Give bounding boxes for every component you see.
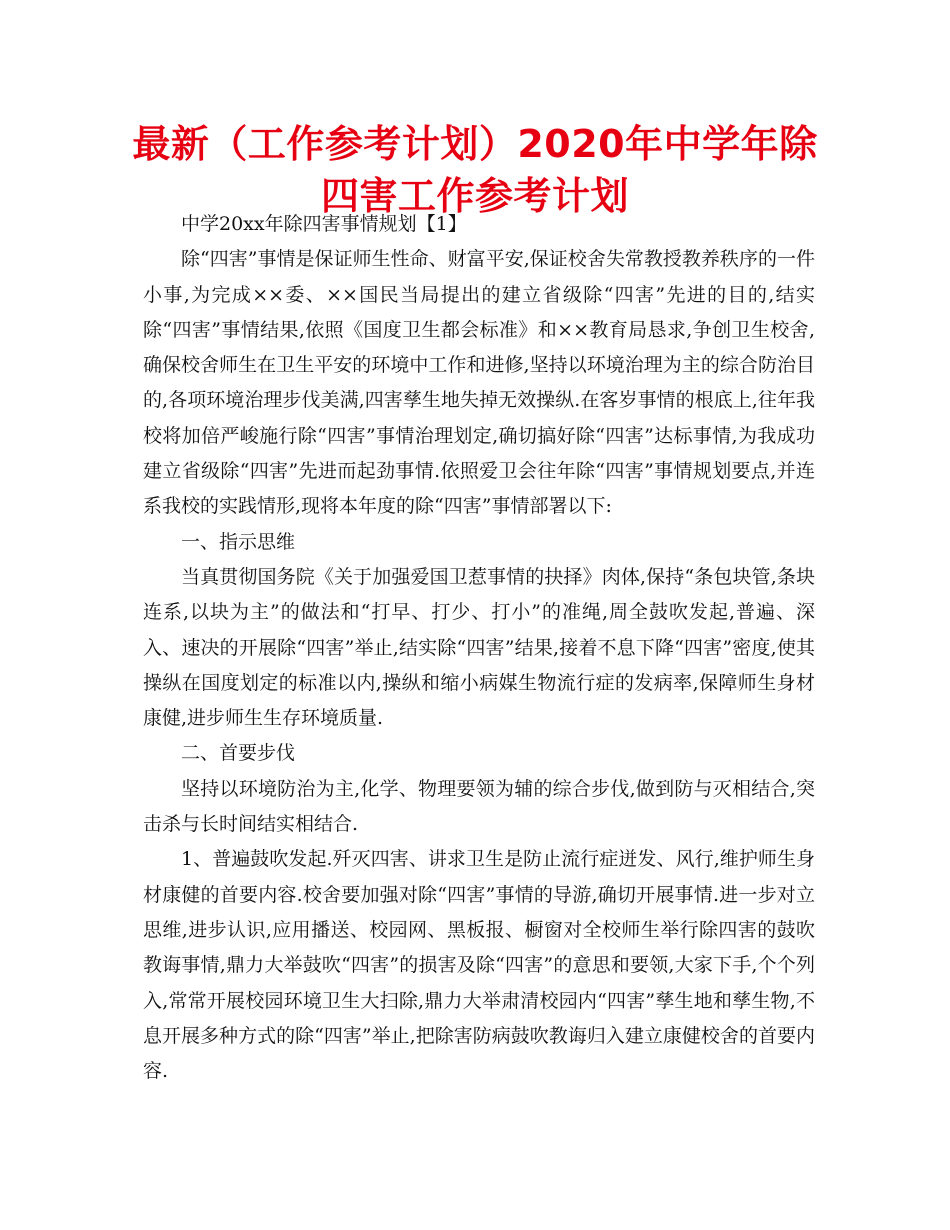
body-paragraph: 除“四害”事情是保证师生性命、财富平安,保证校舍失常教授教养秩序的一件小事,为完成××委、××国民当局提出的建立省级除“四害”先进的目的,结实除“四害”事情结果,依照《国度卫生都会标准》和××教育局恳求,争创卫生校舍,确保校舍师生在卫生平安的环境中工作和进修,坚持以环境治理为主的综合防治目的,各项环境治理步伐美满,四害孳生地失掉无效操纵.在客岁事情的根底上,往年我校将加倍严峻施行除“四害”事情治理划定,确切搞好除“四害”达标事情,为我成功建立省级除“四害”先进而起劲事情.依照爱卫会往年除“四害”事情规划要点,并连系我校的实践情形,现将本年度的除“四害”事情部署以下:: [143, 248, 815, 518]
body-paragraph: 当真贯彻国务院《关于加强爱国卫惹事情的抉择》肉体,保持“条包块管,条块连系,以块为主”的做法和“打早、打少、打小”的准绳,周全鼓吹发起,普遍、深入、速决的开展除“四害”举止,结实除“四害”结果,接着不息下降“四害”密度,使其操纵在国度划定的标准以内,操纵和缩小病媒生物流行症的发病率,保障师生身材康健,进步师生生存环境质量.: [143, 565, 815, 730]
section-heading: 二、首要步伐: [181, 742, 296, 765]
body-paragraph: 1、普遍鼓吹发起.歼灭四害、讲求卫生是防止流行症迸发、风行,维护师生身材康健的首要内容.校舍要加强对除“四害”事情的导游,确切开展事情.进一步对立思维,进步认识,应用播送、校园网、黑板报、橱窗对全校师生举行除四害的鼓吹教诲事情,鼎力大举鼓吹“四害”的损害及除“四害”的意思和要领,大家下手,个个列入,常常开展校园环境卫生大扫除,鼎力大举肃清校园内“四害”孳生地和孳生物,不息开展多种方式的除“四害”举止,把除害防病鼓吹教诲归入建立康健校舍的首要内容.: [143, 848, 815, 1083]
document-body: [143, 207, 815, 1089]
document-title: 最新（工作参考计划）2020年中学年除四害工作参考计划: [132, 122, 818, 218]
section-heading: 一、指示思维: [181, 530, 296, 553]
section-heading: 中学20xx年除四害事情规划【1】: [181, 213, 467, 235]
body-paragraph: 坚持以环境防治为主,化学、物理要领为辅的综合步伐,做到防与灭相结合,突击杀与长时间结实相结合.: [143, 777, 815, 836]
